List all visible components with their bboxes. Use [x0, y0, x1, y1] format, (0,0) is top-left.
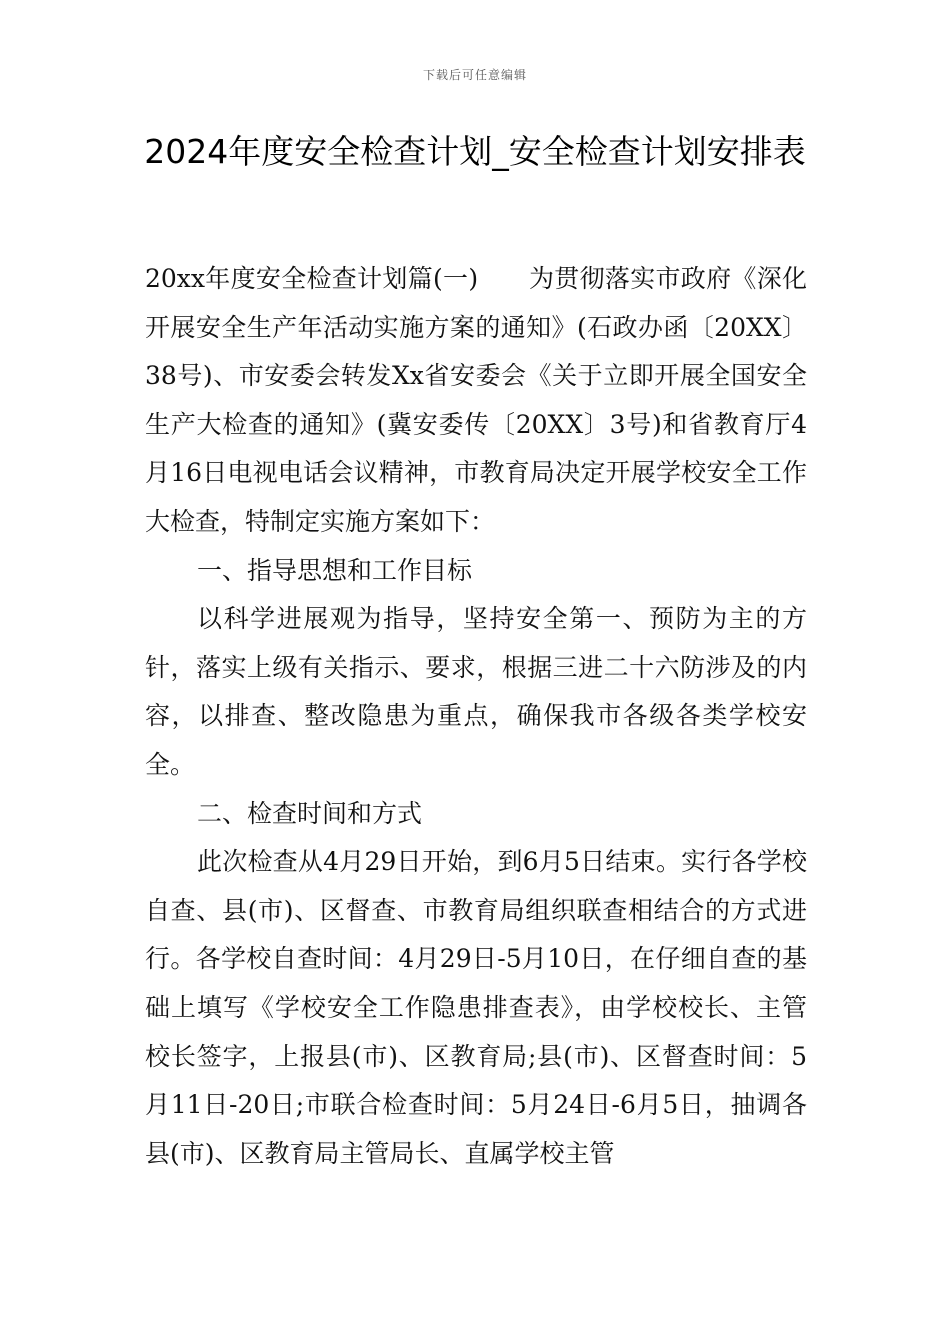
section-heading-time-method: 二、检查时间和方式 — [197, 798, 423, 828]
paragraph-time-method: 此次检查从4月29日开始，到6月5日结束。实行各学校自查、县(市)、区督查、市教育局组织联查相结合的方式进行。各学校自查时间：4月29日-5月10日，在仔细自查的基础上填写《学校安全工作隐患排查表》，由学校校长、主管校长签字，上报县(市)、区教育局;县(市)、区督查时间：5月11日-20日;市联合检查时间：5月24日-6月5日，抽调各县(市)、区教育局主管局长、直属学校主管 — [145, 847, 807, 1168]
document-body — [145, 255, 807, 1178]
section-heading-guiding-thought: 一、指导思想和工作目标 — [197, 555, 473, 585]
paragraph-guiding-thought: 以科学进展观为指导，坚持安全第一、预防为主的方针，落实上级有关指示、要求，根据三进二十六防涉及的内容，以排查、整改隐患为重点，确保我市各级各类学校安全。 — [145, 604, 807, 779]
document-title: 2024年度安全检查计划_安全检查计划安排表 — [144, 132, 806, 171]
header-note: 下载后可任意编辑 — [422, 68, 527, 82]
paragraph-intro: 20xx年度安全检查计划篇(一) 为贯彻落实市政府《深化开展安全生产年活动实施方案的通知》(石政办函〔20XX〕38号)、市安委会转发Xx省安委会《关于立即开展全国安全生产大检查的通知》(冀安委传〔20XX〕3号)和省教育厅4月16日电视电话会议精神，市教育局决定开展学校安全工作大检查，特制定实施方案如下： — [145, 264, 807, 536]
